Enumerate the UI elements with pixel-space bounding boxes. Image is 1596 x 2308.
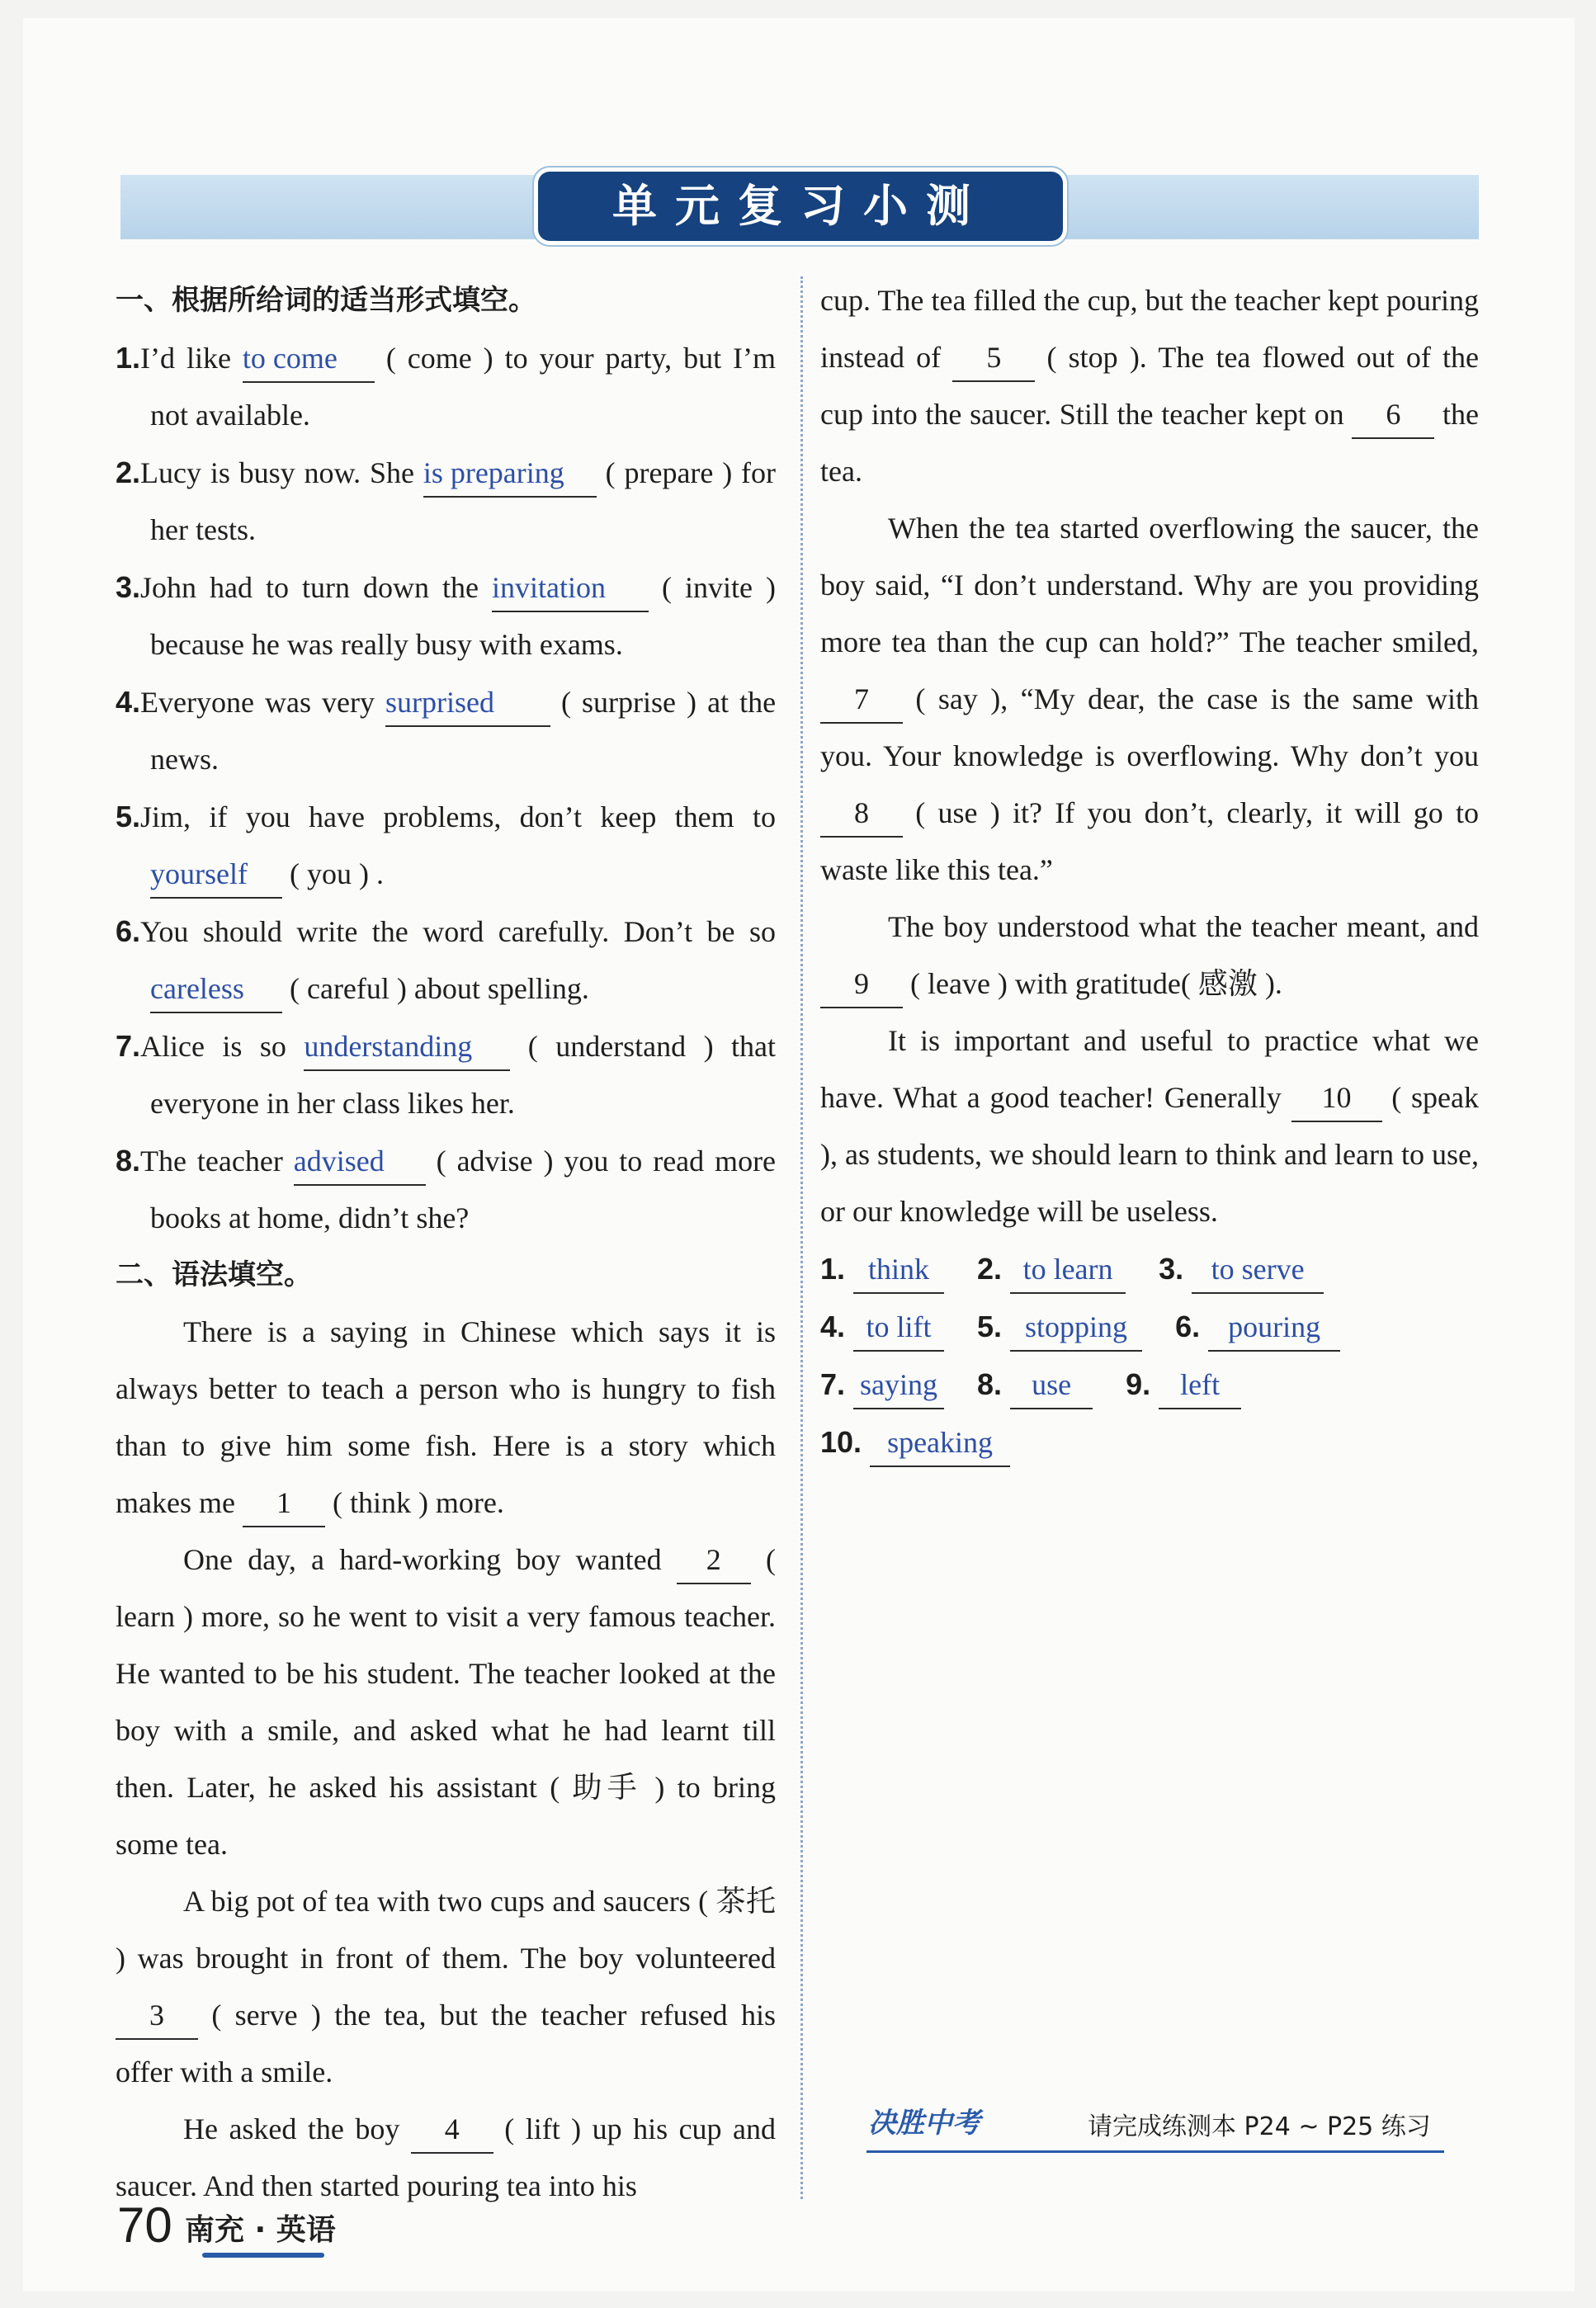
answer-blank[interactable]: careless <box>150 965 282 1013</box>
question-text: about spelling. <box>413 972 589 1005</box>
question-item <box>116 559 776 673</box>
blank-8[interactable]: 8 <box>820 790 903 838</box>
answer-number: 3. <box>1159 1252 1184 1286</box>
blank-10[interactable]: 10 <box>1291 1074 1382 1122</box>
answer-value[interactable]: left <box>1159 1362 1241 1409</box>
question-text: You should write the word carefully. Don’t be so <box>140 915 776 948</box>
passage-text: ( stop ). The tea flowed out of the cup into the saucer. Still the teacher kept on <box>820 341 1480 431</box>
blank-9[interactable]: 9 <box>820 960 903 1008</box>
blank-2[interactable]: 2 <box>677 1536 751 1584</box>
question-text: at the news. <box>150 686 777 776</box>
passage-text: When the tea started overflowing the saucer, the boy said, “I don’t understand. Why are you providing more tea than the cup can hold?” The teacher smiled, <box>820 512 1479 658</box>
passage-paragraph-2 <box>116 1532 776 1873</box>
page-info: 南充 · 英语 <box>185 2213 336 2247</box>
question-number: 3. <box>116 570 141 604</box>
practice-note: 请完成练测本 P24 ~ P25 练习 <box>1088 2112 1431 2141</box>
question-item <box>116 329 776 444</box>
answer-value[interactable]: saying <box>853 1362 944 1409</box>
blank-4[interactable]: 4 <box>411 2106 493 2154</box>
question-number: 4. <box>116 685 141 719</box>
answer-blank[interactable]: surprised <box>385 679 550 727</box>
question-number: 5. <box>116 800 141 833</box>
answer-value[interactable]: pouring <box>1208 1304 1340 1352</box>
answer-number: 9. <box>1126 1367 1151 1401</box>
answer-blank[interactable]: to come <box>243 335 375 383</box>
question-text: Lucy is busy now. She <box>140 456 414 489</box>
question-list <box>116 329 776 1247</box>
question-number: 6. <box>116 914 141 948</box>
question-text: Alice is so <box>140 1030 286 1063</box>
word-hint: ( advise ) <box>436 1145 554 1178</box>
answer-number: 4. <box>820 1310 846 1343</box>
word-hint: ( invite ) <box>662 571 777 604</box>
answer-number: 8. <box>977 1367 1003 1401</box>
question-item <box>116 444 776 559</box>
passage-text: the tea. <box>820 398 1480 488</box>
answer-blank[interactable]: invitation <box>492 564 649 612</box>
answer-value[interactable]: speaking <box>870 1419 1010 1467</box>
passage-paragraph-3 <box>116 1873 776 2101</box>
answer-number: 10. <box>820 1425 862 1459</box>
footer-rule <box>866 2150 1444 2153</box>
passage-text: ( think ) more. <box>332 1486 504 1519</box>
question-text: Everyone was very <box>140 686 375 719</box>
question-text: you to read more books at home, didn’t she? <box>150 1145 777 1234</box>
answer-number: 6. <box>1175 1310 1201 1343</box>
answer-row <box>820 1240 1479 1298</box>
question-item <box>116 673 776 788</box>
passage-text: It is important and useful to practice what we have. What a good teacher! Generally <box>820 1024 1479 1114</box>
passage-text: cup. The tea filled the cup, but the teacher kept pouring instead of <box>820 284 1479 374</box>
passage-text: A big pot of tea with two cups and saucers ( 茶托 ) was brought in front of them. The boy volunteered <box>116 1885 776 1975</box>
passage-text: ( speak ), as students, we should learn to think and learn to use, or our knowledge will be useless. <box>820 1081 1479 1228</box>
question-item <box>116 788 776 903</box>
blank-6[interactable]: 6 <box>1352 391 1434 439</box>
left-column <box>116 272 776 2215</box>
passage-paragraph-6 <box>820 899 1479 1012</box>
answer-number: 7. <box>820 1367 846 1401</box>
section2-heading: 二、语法填空。 <box>116 1258 312 1291</box>
question-number: 2. <box>116 455 141 489</box>
right-column <box>820 272 1479 1471</box>
passage-text: ( say ), “My dear, the case is the same with you. Your knowledge is overflowing. Why don’t you <box>820 682 1479 772</box>
question-text: to your party, but I’m not available. <box>150 342 777 432</box>
passage-paragraph-1 <box>116 1304 776 1532</box>
answer-blank[interactable]: understanding <box>304 1023 510 1071</box>
passage-paragraph-7 <box>820 1012 1479 1240</box>
question-text: that everyone in her class likes her. <box>150 1030 776 1120</box>
page-title: 单元复习小测 <box>538 172 1063 241</box>
passage-text: There is a saying in Chinese which says it is always better to teach a person who is hungry to fish than to give him some fish. Here is a story which makes me <box>116 1315 776 1519</box>
passage-text: ( serve ) the tea, but the teacher refused his offer with a smile. <box>116 1999 776 2089</box>
blank-5[interactable]: 5 <box>952 334 1035 382</box>
question-number: 8. <box>116 1144 141 1178</box>
word-hint: ( careful ) <box>290 972 407 1005</box>
answer-number: 5. <box>977 1310 1003 1343</box>
question-text: I’d like <box>140 342 231 375</box>
question-text: Jim, if you have problems, don’t keep them to <box>140 800 776 833</box>
passage-text: He asked the boy <box>183 2112 400 2145</box>
answer-blank[interactable]: yourself <box>150 851 282 899</box>
word-hint: ( come ) <box>385 342 493 375</box>
answer-row <box>820 1298 1479 1356</box>
answer-number: 2. <box>977 1252 1003 1286</box>
question-item <box>116 903 776 1017</box>
brand-logo: 决胜中考 <box>868 2107 980 2140</box>
passage-paragraph-4-continued <box>820 272 1479 500</box>
blank-1[interactable]: 1 <box>243 1480 325 1527</box>
passage-text: ( learn ) more, so he went to visit a very famous teacher. He wanted to be his student. The teacher looked at the boy with a smile, and asked what he had learnt till then. Later, he asked his assistant ( 助手 ) to bring some tea. <box>116 1543 777 1861</box>
question-number: 1. <box>116 341 141 375</box>
answer-value[interactable]: use <box>1010 1362 1093 1409</box>
question-item <box>116 1132 776 1247</box>
answer-row <box>820 1414 1479 1471</box>
answer-value[interactable]: to serve <box>1192 1246 1324 1294</box>
question-text: The teacher <box>140 1145 283 1178</box>
passage-text: ( lift ) up his cup and saucer. And then started pouring tea into his <box>116 2112 776 2202</box>
answer-blank[interactable]: is preparing <box>423 450 597 498</box>
question-text: John had to turn down the <box>140 571 479 604</box>
answer-value[interactable]: think <box>853 1246 944 1294</box>
passage-paragraph-5 <box>820 500 1479 899</box>
answer-blank[interactable]: advised <box>294 1138 426 1186</box>
word-hint: ( prepare ) <box>605 456 733 489</box>
passage-text: ( use ) it? If you don’t, clearly, it will go to waste like this tea.” <box>820 796 1479 886</box>
word-hint: ( understand ) <box>527 1030 714 1063</box>
passage-text: ( leave ) with gratitude( 感激 ). <box>910 967 1282 1000</box>
blank-7[interactable]: 7 <box>820 676 903 724</box>
passage-paragraph-4 <box>116 2101 776 2215</box>
column-divider <box>800 276 803 2199</box>
page-number: 70 <box>117 2197 172 2253</box>
question-text: because he was really busy with exams. <box>150 628 623 661</box>
page-info-underline <box>202 2253 324 2258</box>
section1-heading: 一、根据所给词的适当形式填空。 <box>116 284 536 317</box>
answer-grid <box>820 1240 1479 1471</box>
question-text: . <box>375 857 384 890</box>
passage-text: The boy understood what the teacher meant, and <box>888 910 1479 943</box>
question-number: 7. <box>116 1029 141 1063</box>
answer-value[interactable]: to lift <box>853 1304 944 1352</box>
blank-3[interactable]: 3 <box>116 1992 198 2040</box>
passage-text: One day, a hard-working boy wanted <box>183 1543 662 1576</box>
answer-value[interactable]: stopping <box>1010 1304 1142 1352</box>
question-item <box>116 1017 776 1132</box>
word-hint: ( you ) <box>290 857 369 890</box>
answer-number: 1. <box>820 1252 846 1286</box>
word-hint: ( surprise ) <box>561 686 697 719</box>
question-text: for her tests. <box>150 456 777 546</box>
answer-row <box>820 1356 1479 1414</box>
answer-value[interactable]: to learn <box>1010 1246 1126 1294</box>
